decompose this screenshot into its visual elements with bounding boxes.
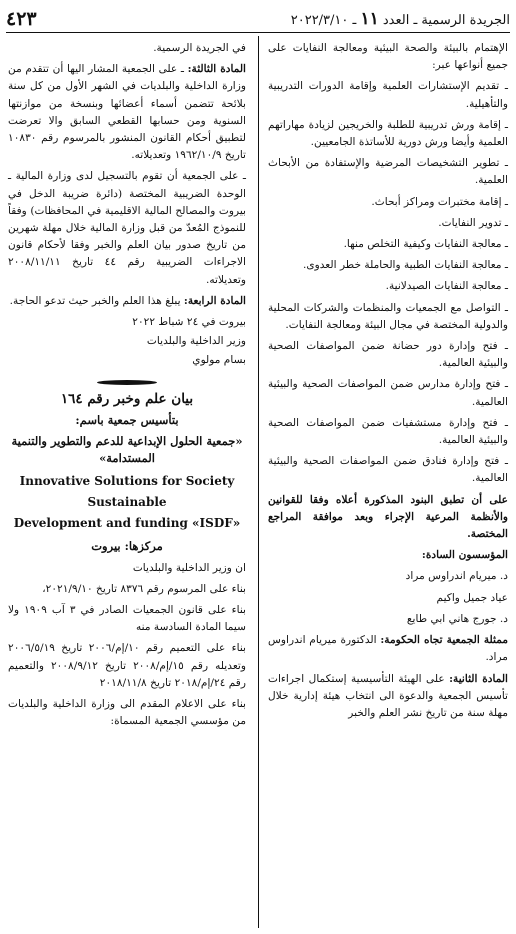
association-name-english-line1: Innovative Solutions for Society (19, 474, 235, 489)
legal-basis-item: بناء على المرسوم رقم ٨٣٧٦ تاريخ ٢٠٢١/٩/١٠، (42, 582, 246, 595)
left-column (8, 40, 246, 735)
article-four (8, 293, 246, 310)
government-representative (268, 632, 508, 666)
column-divider (258, 36, 259, 928)
signature-place-date: بيروت في ٢٤ شباط ٢٠٢٢ (132, 316, 246, 329)
association-name-arabic: «جمعية الحلول الإبداعية للدعم والتطوير والتنمية المستدامة» (11, 434, 243, 466)
founders-heading: المؤسسون السادة: (421, 549, 508, 562)
article-two-label: المادة الثانية: (449, 672, 508, 685)
association-name-english-line3: Development and funding «ISDF» (13, 516, 241, 531)
legal-basis-item: بناء على التعميم رقم ١٠/إم/٢٠٠٦ تاريخ ٢٠٠٦/٥/١٩ وتعديله رقم ١٥/إم/٢٠٠٨ تاريخ ٢٠٠٨/٩/١٢ والتعميم رقم ٢٤/إم/٢٠١٨ تاريخ ٢٠١٨/١١/٨ (8, 642, 246, 689)
objective-item: ـ تدوير النفايات. (438, 216, 508, 229)
objective-item: ـ تطوير التشخيصات المرضية والإستفادة من الأبحاث العلمية. (268, 157, 508, 187)
objective-item: ـ معالجة النفايات وكيفية التخلص منها. (343, 238, 508, 251)
article-two (268, 671, 508, 723)
article-three (8, 61, 246, 164)
objective-item: ـ إقامة مختبرات ومراكز أبحاث. (371, 195, 508, 208)
signature-block (8, 314, 246, 370)
article-two-text: على الهيئة التأسيسية إستكمال اجراءات تأسيس الجمعية والدعوة الى انتخاب هيئة إدارية خلال مهلة سنة من تاريخ نشر العلم والخبر (268, 672, 508, 719)
page-header (6, 6, 510, 33)
signature-name: بسام مولوي (192, 354, 246, 367)
continued-text: في الجريدة الرسمية. (153, 42, 246, 54)
notice-title: بيان علم وخبر رقم ١٦٤ (60, 390, 194, 407)
right-column (268, 40, 508, 726)
running-header (291, 9, 510, 29)
issue-date: ـ ٢٠٢٢/٣/١٠ (290, 13, 357, 28)
article-four-text: يبلغ هذا العلم والخبر حيث تدعو الحاجة. (9, 294, 181, 307)
tax-registration-clause: ـ على الجمعية أن تقوم بالتسجيل لدى وزارة المالية ـ الوحدة الضريبية المختصة (دائرة ضريبة الدخل في بيروت والمصالح المالية الاقليمية في المحافظات) وفقاً للنموذج المُعدّ من قبل وزارة المالية خلال مهلة شهرين من تاريخ صدور بيان العلم والخبر وفقا لأحكام قانون الاجراءات الضريبية رقم ٤٤ تاريخ ٢٠٠٨/١١/١١ وتعديلاته. (8, 170, 246, 286)
objective-item: ـ فتح وإدارة مستشفيات ضمن المواصفات الصحية والبيئية العالمية. (268, 416, 508, 447)
objective-item: ـ تقديم الإستشارات العلمية وإقامة الدورات التدريبية والتأهيلية. (268, 80, 508, 110)
founder-name: د. جورج هاني ابي طايع (406, 612, 508, 625)
article-three-label: المادة الثالثة: (187, 63, 246, 76)
objective-item: ـ فتح وإدارة مدارس ضمن المواصفات الصحية والبيئية العالمية. (268, 378, 508, 408)
section-separator (97, 380, 157, 385)
page-number: ٤٢٣ (6, 8, 37, 30)
issue-number: ١١ (360, 9, 379, 29)
article-three-text: ـ على الجمعية المشار اليها أن تتقدم من وزارة الداخلية والبلديات في الشهر الأول من كل سنة بلائحة تتضمن أسماء أعضائها وبنسخة من موازنتها السنوية ومن حسابها القطعي السابق والا تعرضت لتطبيق أحكام القانون المنشور بالمرسوم رقم ١٠٨٣٠ تاريخ ١٩٦٢/١٠/٩ وتعديلاته. (8, 63, 246, 162)
legal-basis-item: بناء على قانون الجمعيات الصادر في ٣ آب ١٩٠٩ ولا سيما المادة السادسة منه (8, 604, 246, 634)
association-name-english-line2: Sustainable (87, 495, 167, 510)
founder-name: عياد جميل واكيم (436, 591, 508, 604)
legal-condition: على أن تطبق البنود المذكورة أعلاه وفقا للقوانين والأنظمة المرعية الإجراء وبعد موافقة المراجع المختصة. (268, 493, 508, 541)
minister-preamble: ان وزير الداخلية والبلديات (132, 561, 246, 574)
notice-subtitle: بتأسيس جمعية باسم: (75, 412, 179, 427)
objective-item: ـ معالجة النفايات الطبية والحاملة خطر العدوى. (302, 259, 508, 272)
objective-item: ـ إقامة ورش تدريبية للطلبة والخريجين لزيادة مهاراتهم العلمية وأيضا ورش دورية للأساتذة الجامعيين. (268, 118, 508, 149)
article-four-label: المادة الرابعة: (183, 294, 246, 307)
representative-name: الدكتورة ميريام اندراوس مراد. (268, 634, 508, 664)
objectives-intro: الإهتمام بالبيئة والصحة البيئية ومعالجة النفايات على جميع أنواعها عبر: (268, 42, 508, 72)
signature-title: وزير الداخلية والبلديات (146, 335, 246, 348)
association-headquarters: مركزها: بيروت (91, 539, 163, 554)
objective-item: ـ فتح وإدارة دور حضانة ضمن المواصفات الصحية والبيئية العالمية. (268, 340, 508, 370)
legal-basis-item: بناء على الاعلام المقدم الى وزارة الداخلية والبلديات من مؤسسي الجمعية المسماة: (8, 698, 246, 728)
founder-name: د. ميريام اندراوس مراد (405, 570, 508, 583)
gazette-title: الجريدة الرسمية ـ العدد (382, 13, 510, 28)
objective-item: ـ معالجة النفايات الصيدلانية. (385, 280, 508, 293)
objective-item: ـ التواصل مع الجمعيات والمنظمات والشركات المحلية والدولية المختصة في مجال البيئة ومعالجة النفايات. (268, 301, 508, 331)
objective-item: ـ فتح وإدارة فنادق ضمن المواصفات الصحية والبيئية العالمية. (268, 455, 508, 485)
representative-label: ممثلة الجمعية تجاه الحكومة: (380, 634, 509, 647)
